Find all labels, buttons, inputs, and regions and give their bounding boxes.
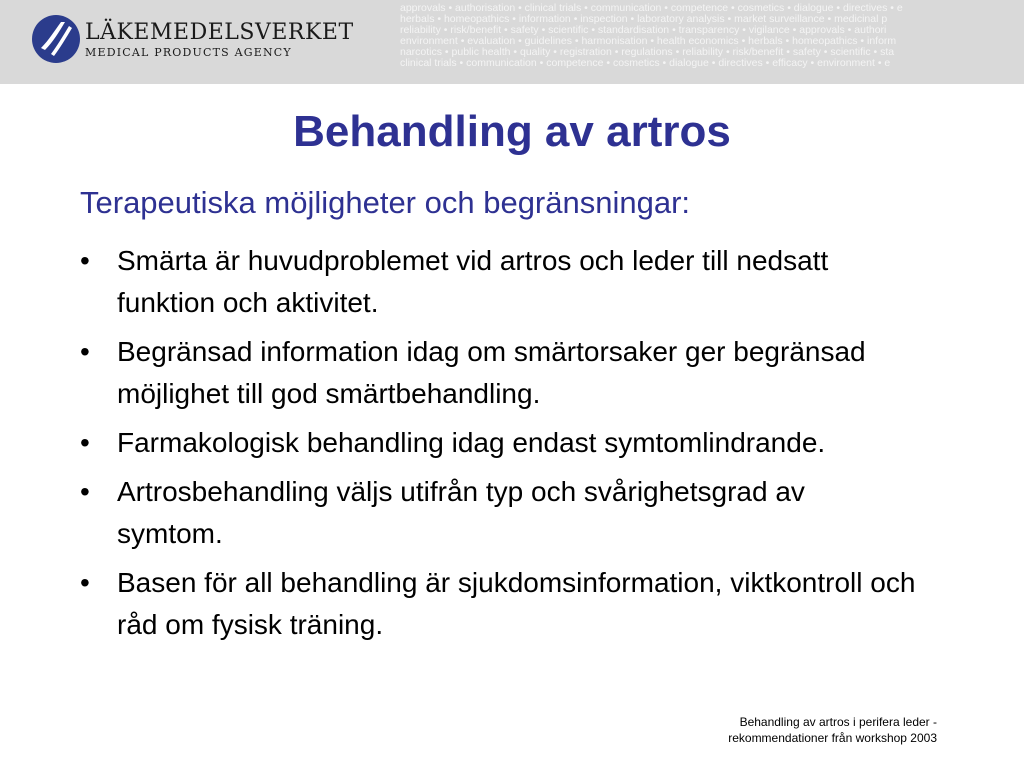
agency-tagline: MEDICAL PRODUCTS AGENCY — [85, 46, 292, 59]
bullet-text: Smärta är huvudproblemet vid artros och leder till nedsatt funktion och aktivitet. — [117, 245, 829, 318]
agency-logo-icon — [31, 14, 81, 64]
bullet-item — [0, 422, 917, 464]
bullet-item — [0, 562, 917, 646]
keyword-line: environment • evaluation • guidelines • harmonisation • health economics • herbals • homeopathics • inform — [400, 34, 897, 47]
bullet-text: Artrosbehandling väljs utifrån typ och svårighetsgrad av symtom. — [117, 476, 805, 549]
bullet-icon: • — [80, 427, 90, 458]
keyword-line: clinical trials • communication • competence • cosmetics • dialogue • directives • efficacy • environment • e — [400, 56, 891, 69]
slide-subtitle: Terapeutiska möjligheter och begränsningar: — [80, 185, 691, 220]
bullet-list — [0, 240, 1024, 653]
bullet-icon: • — [80, 476, 90, 507]
bullet-text: Begränsad information idag om smärtorsaker ger begränsad möjlighet till god smärtbehandling. — [117, 336, 866, 409]
footer-line: rekommendationer från workshop 2003 — [728, 731, 937, 745]
keyword-line: approvals • authorisation • clinical trials • communication • competence • cosmetics • dialogue • directives • e — [400, 3, 903, 14]
bullet-icon: • — [80, 245, 90, 276]
bullet-text: Farmakologisk behandling idag endast symtomlindrande. — [117, 427, 826, 458]
slide-title: Behandling av artros — [293, 107, 731, 156]
keyword-line: reliability • risk/benefit • safety • scientific • standardisation • transparency • vigilance • approvals • authori — [400, 23, 887, 36]
header-band — [0, 0, 1024, 84]
bullet-icon: • — [80, 567, 90, 598]
bullet-item — [0, 240, 917, 324]
bullet-item — [0, 331, 917, 415]
keyword-line: narcotics • public health • quality • registration • regulations • reliability • risk/benefit • safety • scientific • sta — [400, 45, 895, 58]
bullet-text: Basen för all behandling är sjukdomsinformation, viktkontroll och råd om fysisk träning. — [117, 567, 916, 640]
footer-line: Behandling av artros i perifera leder - — [739, 715, 937, 729]
agency-name: LÄKEMEDELSVERKET — [85, 20, 354, 45]
keyword-line: herbals • homeopathics • information • inspection • laboratory analysis • market surveillance • medicinal p — [400, 12, 888, 25]
slide-footer — [728, 714, 937, 746]
bullet-item — [0, 471, 917, 555]
bullet-icon: • — [80, 336, 90, 367]
keyword-watermark — [400, 3, 1024, 81]
